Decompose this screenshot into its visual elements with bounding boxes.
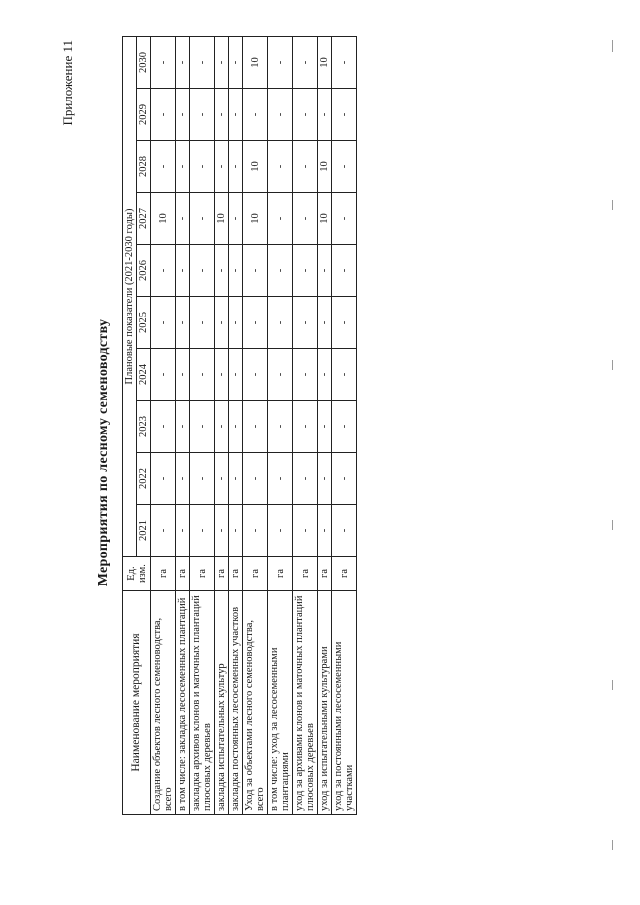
measure-name: закладка архивов клонов и маточных плантаций плюсовых деревьев [190, 591, 215, 815]
plan-value: - [215, 245, 229, 297]
plan-value: - [190, 505, 215, 557]
table-row [229, 37, 243, 815]
plan-value: 10 [318, 37, 332, 89]
plan-value: - [190, 37, 215, 89]
measure-name: уход за постоянными лесосеменными участками [332, 591, 357, 815]
table-row [151, 37, 176, 815]
plan-value: - [176, 505, 190, 557]
plan-value: - [332, 401, 357, 453]
plan-value: - [268, 89, 293, 141]
plan-value: - [190, 193, 215, 245]
plan-value: - [293, 193, 318, 245]
plan-value: - [293, 37, 318, 89]
plan-value: - [318, 505, 332, 557]
header-name: Наименование мероприятия [123, 591, 151, 815]
plan-value: - [268, 245, 293, 297]
measure-unit: га [215, 557, 229, 591]
plan-value: - [229, 245, 243, 297]
plan-value: 10 [318, 193, 332, 245]
header-year: 2027 [137, 193, 151, 245]
plan-value: 10 [318, 141, 332, 193]
plan-value: - [268, 453, 293, 505]
table-row [215, 37, 229, 815]
scan-mark [612, 360, 613, 370]
measure-unit: га [268, 557, 293, 591]
header-year: 2022 [137, 453, 151, 505]
plan-value: - [229, 89, 243, 141]
plan-value: 10 [151, 193, 176, 245]
table-row [243, 37, 268, 815]
plan-value: - [229, 505, 243, 557]
measure-unit: га [243, 557, 268, 591]
table-row [293, 37, 318, 815]
header-year: 2028 [137, 141, 151, 193]
scan-mark [612, 680, 613, 690]
plan-value: - [243, 453, 268, 505]
plan-value: - [332, 245, 357, 297]
plan-value: 10 [215, 193, 229, 245]
scan-mark [612, 40, 613, 52]
plan-value: - [293, 401, 318, 453]
plan-value: - [215, 349, 229, 401]
header-year: 2030 [137, 37, 151, 89]
measure-name: уход за архивами клонов и маточных плантаций плюсовых деревьев [293, 591, 318, 815]
plan-value: - [190, 297, 215, 349]
table-row [332, 37, 357, 815]
scan-mark [612, 200, 613, 210]
plan-value: - [332, 193, 357, 245]
plan-value: - [176, 245, 190, 297]
plan-value: - [332, 89, 357, 141]
plan-value: 10 [243, 193, 268, 245]
plan-value: - [190, 453, 215, 505]
plan-value: - [151, 297, 176, 349]
plan-value: - [176, 453, 190, 505]
plan-value: - [190, 349, 215, 401]
plan-value: - [176, 193, 190, 245]
plan-value: - [318, 89, 332, 141]
header-plan: Плановые показатели (2021-2030 годы) [123, 37, 137, 557]
measure-unit: га [293, 557, 318, 591]
header-year: 2026 [137, 245, 151, 297]
plan-value: 10 [243, 37, 268, 89]
measure-name: в том числе: закладка лесосеменных плантаций [176, 591, 190, 815]
plan-value: - [151, 37, 176, 89]
plan-value: - [268, 505, 293, 557]
plan-value: - [151, 141, 176, 193]
plan-value: - [243, 245, 268, 297]
table-body [151, 37, 357, 815]
plan-value: - [332, 349, 357, 401]
plan-value: - [151, 401, 176, 453]
plan-value: - [215, 141, 229, 193]
plan-value: - [293, 297, 318, 349]
plan-value: - [215, 453, 229, 505]
measure-unit: га [190, 557, 215, 591]
plan-value: - [151, 349, 176, 401]
plan-value: - [176, 349, 190, 401]
page-title: Мероприятия по лесному семеноводству [96, 318, 111, 587]
measure-name: закладка постоянных лесосеменных участков [229, 591, 243, 815]
header-year: 2021 [137, 505, 151, 557]
plan-value: - [176, 297, 190, 349]
table-row [268, 37, 293, 815]
plan-value: - [318, 453, 332, 505]
plan-value: - [318, 297, 332, 349]
plan-value: - [318, 401, 332, 453]
plan-value: - [293, 505, 318, 557]
plan-value: - [176, 89, 190, 141]
plan-value: - [229, 349, 243, 401]
plan-value: - [190, 89, 215, 141]
measure-unit: га [318, 557, 332, 591]
plan-value: - [190, 141, 215, 193]
plan-value: - [332, 453, 357, 505]
measure-name: закладка испытательных культур [215, 591, 229, 815]
plan-value: - [293, 89, 318, 141]
header-year: 2024 [137, 349, 151, 401]
plan-value: - [215, 505, 229, 557]
scan-mark [612, 520, 613, 530]
measure-name: уход за испытательными культурами [318, 591, 332, 815]
plan-value: - [215, 401, 229, 453]
plan-value: - [229, 453, 243, 505]
plan-value: - [243, 401, 268, 453]
table-row [190, 37, 215, 815]
plan-value: - [293, 349, 318, 401]
plan-value: - [268, 349, 293, 401]
plan-value: - [190, 245, 215, 297]
plan-value: - [332, 37, 357, 89]
plan-value: - [293, 453, 318, 505]
plan-value: - [176, 401, 190, 453]
plan-value: - [318, 245, 332, 297]
plan-value: - [243, 349, 268, 401]
header-unit: Ед. изм. [123, 557, 151, 591]
plan-value: - [229, 401, 243, 453]
appendix-label: Приложение 11 [60, 40, 75, 126]
table-row [176, 37, 190, 815]
measure-name: Уход за объектами лесного семеноводства, всего [243, 591, 268, 815]
plan-value: 10 [243, 141, 268, 193]
plan-value: - [318, 349, 332, 401]
plan-value: - [243, 297, 268, 349]
plan-value: - [268, 193, 293, 245]
plan-value: - [151, 505, 176, 557]
plan-value: - [229, 37, 243, 89]
plan-value: - [229, 297, 243, 349]
plan-value: - [215, 297, 229, 349]
header-year: 2023 [137, 401, 151, 453]
plan-value: - [332, 141, 357, 193]
plan-value: - [243, 89, 268, 141]
plan-value: - [215, 89, 229, 141]
plan-value: - [229, 141, 243, 193]
plan-value: - [268, 141, 293, 193]
plan-value: - [176, 37, 190, 89]
measure-unit: га [176, 557, 190, 591]
plan-value: - [215, 37, 229, 89]
measures-table [122, 36, 357, 815]
plan-value: - [268, 401, 293, 453]
plan-value: - [332, 505, 357, 557]
plan-value: - [176, 141, 190, 193]
plan-value: - [151, 245, 176, 297]
table-row [318, 37, 332, 815]
plan-value: - [293, 141, 318, 193]
plan-value: - [268, 297, 293, 349]
measure-name: в том числе: уход за лесосеменными плантациями [268, 591, 293, 815]
header-year: 2029 [137, 89, 151, 141]
header-year: 2025 [137, 297, 151, 349]
measure-unit: га [151, 557, 176, 591]
measure-unit: га [229, 557, 243, 591]
plan-value: - [243, 505, 268, 557]
plan-value: - [151, 453, 176, 505]
plan-value: - [293, 245, 318, 297]
plan-value: - [268, 37, 293, 89]
measure-unit: га [332, 557, 357, 591]
plan-value: - [151, 89, 176, 141]
scan-mark [612, 840, 613, 850]
plan-value: - [332, 297, 357, 349]
plan-value: - [190, 401, 215, 453]
measure-name: Создание объектов лесного семеноводства, всего [151, 591, 176, 815]
plan-value: - [229, 193, 243, 245]
